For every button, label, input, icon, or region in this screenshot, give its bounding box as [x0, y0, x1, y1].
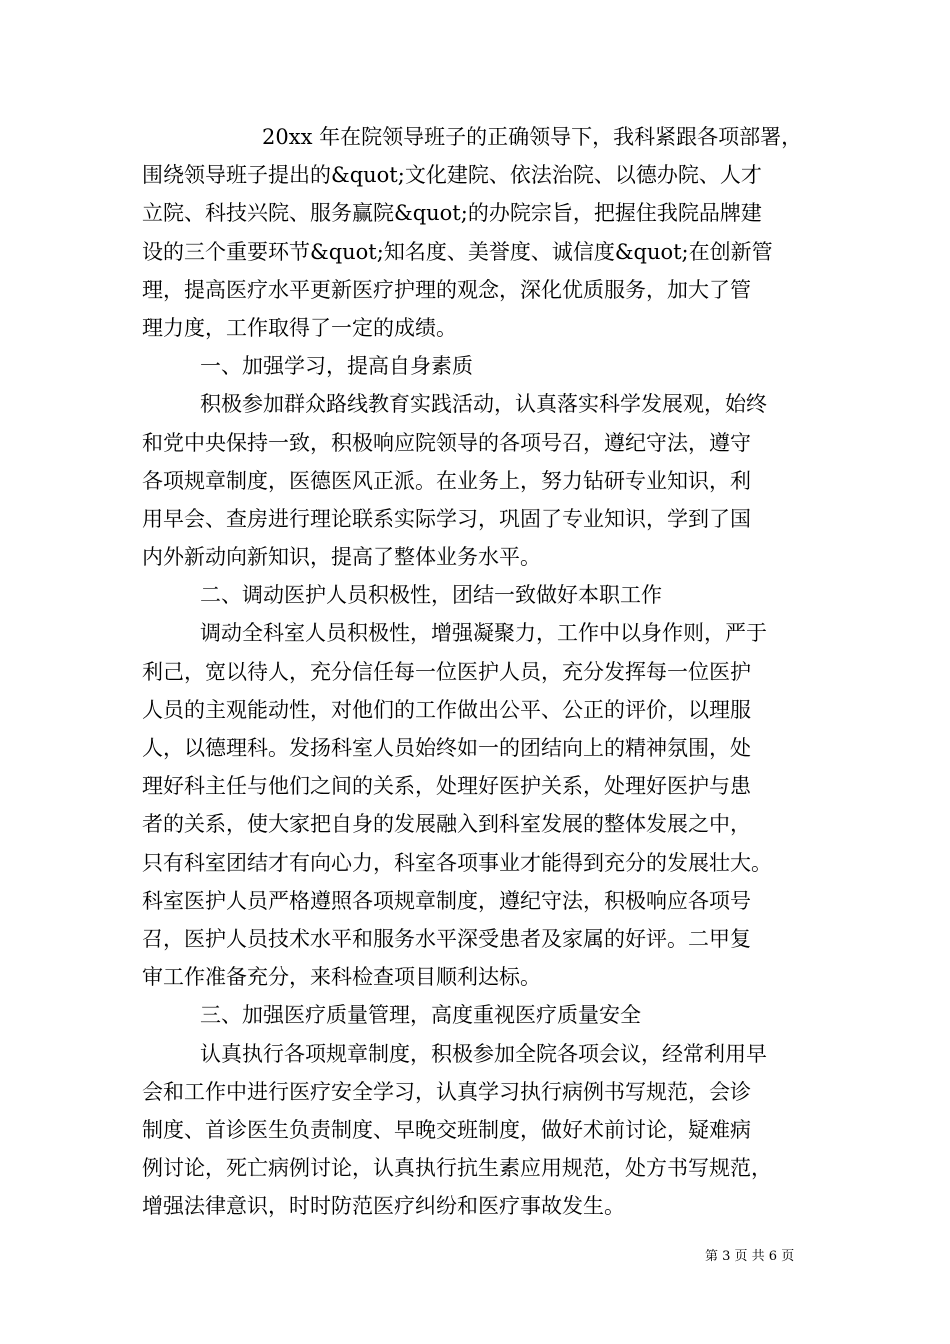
section-2-line-10: 审工作准备充分，来科检查项目顺利达标。	[142, 965, 541, 990]
section-3-line-2: 会和工作中进行医疗安全学习，认真学习执行病例书写规范，会诊	[142, 1079, 751, 1104]
section-1-line-4: 用早会、查房进行理论联系实际学习，巩固了专业知识，学到了国	[142, 506, 751, 531]
section-3-line-1: 认真执行各项规章制度，积极参加全院各项会议，经常利用早	[200, 1041, 767, 1066]
section-heading-3: 三、加强医疗质量管理，高度重视医疗质量安全	[200, 1003, 641, 1028]
paragraph-intro-line-3: 立院、科技兴院、服务赢院&quot;的办院宗旨，把握住我院品牌建	[142, 201, 762, 226]
section-1-line-3: 各项规章制度，医德医风正派。在业务上，努力钻研专业知识，利	[142, 468, 751, 493]
section-2-line-9: 召，医护人员技术水平和服务水平深受患者及家属的好评。二甲复	[142, 926, 751, 951]
paragraph-intro-line-5: 理，提高医疗水平更新医疗护理的观念，深化优质服务，加大了管	[142, 277, 751, 302]
section-2-line-7: 只有科室团结才有向心力，科室各项事业才能得到充分的发展壮大。	[142, 850, 772, 875]
page-number: 第 3 页 共 6 页	[705, 1249, 795, 1264]
section-2-line-5: 理好科主任与他们之间的关系，处理好医护关系，处理好医护与患	[142, 774, 751, 799]
paragraph-intro-line-1: 20xx 年在院领导班子的正确领导下，我科紧跟各项部署，	[262, 125, 803, 149]
section-3-line-5: 增强法律意识，时时防范医疗纠纷和医疗事故发生。	[142, 1194, 625, 1219]
paragraph-intro-line-4: 设的三个重要环节&quot;知名度、美誉度、诚信度&quot;在创新管	[142, 239, 773, 264]
section-2-line-4: 人，以德理科。发扬科室人员始终如一的团结向上的精神氛围，处	[142, 736, 751, 760]
section-1-line-1: 积极参加群众路线教育实践活动，认真落实科学发展观，始终	[200, 392, 767, 417]
section-2-line-3: 人员的主观能动性，对他们的工作做出公平、公正的评价，以理服	[142, 697, 751, 722]
section-1-line-2: 和党中央保持一致，积极响应院领导的各项号召，遵纪守法，遵守	[142, 430, 751, 455]
section-2-line-8: 科室医护人员严格遵照各项规章制度，遵纪守法，积极响应各项号	[142, 888, 751, 913]
paragraph-intro-line-6: 理力度，工作取得了一定的成绩。	[142, 315, 457, 340]
paragraph-intro-line-2: 围绕领导班子提出的&quot;文化建院、依法治院、以德办院、人才	[142, 163, 762, 188]
section-heading-2: 二、调动医护人员积极性，团结一致做好本职工作	[200, 583, 662, 608]
section-heading-1: 一、加强学习，提高自身素质	[200, 354, 473, 379]
document-body	[142, 118, 832, 1225]
section-2-line-1: 调动全科室人员积极性，增强凝聚力，工作中以身作则，严于	[200, 621, 767, 646]
section-3-line-4: 例讨论，死亡病例讨论，认真执行抗生素应用规范，处方书写规范，	[142, 1156, 772, 1181]
section-2-line-6: 者的关系，使大家把自身的发展融入到科室发展的整体发展之中，	[142, 812, 751, 837]
section-3-line-3: 制度、首诊医生负责制度、早晚交班制度，做好术前讨论，疑难病	[142, 1117, 751, 1142]
section-2-line-2: 利己，宽以待人，充分信任每一位医护人员，充分发挥每一位医护	[142, 659, 751, 684]
section-1-line-5: 内外新动向新知识，提高了整体业务水平。	[142, 545, 541, 570]
